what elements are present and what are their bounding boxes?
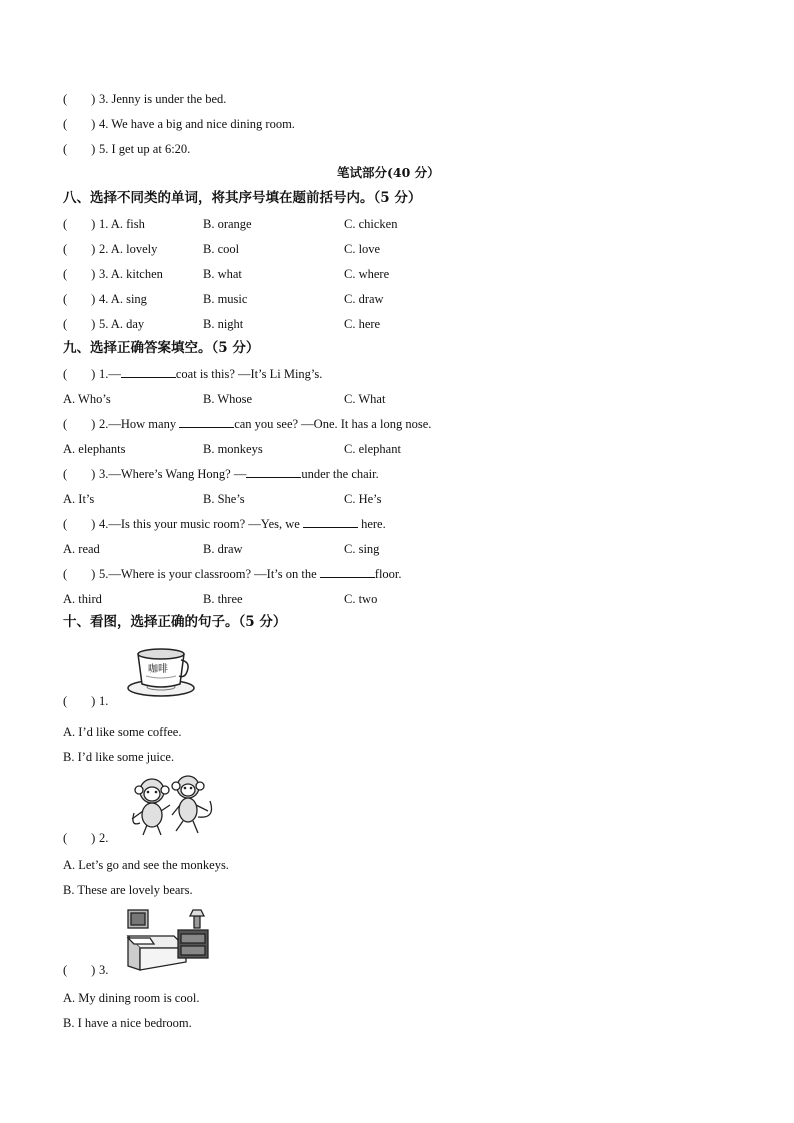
option-a: A. It’s: [63, 492, 95, 506]
option-c: C. here: [344, 317, 381, 331]
answer-paren[interactable]: ( ): [63, 292, 96, 306]
odd-one-out-row: [63, 216, 145, 232]
question-row: [63, 116, 295, 132]
option-a: A. third: [63, 592, 102, 606]
option-c: C. draw: [344, 292, 384, 306]
option-b: B. draw: [203, 542, 243, 556]
question-stem: 4.—Is this your music room? —Yes, we: [99, 517, 303, 531]
question-tail: floor.: [374, 567, 402, 581]
option-b: B. music: [203, 292, 248, 306]
bedroom-picture: [126, 908, 212, 972]
option-a: A. elephants: [63, 442, 126, 456]
option-b: B. orange: [203, 217, 252, 231]
option-b: B. I have a nice bedroom.: [63, 1016, 192, 1030]
fill-blank-question: [63, 466, 379, 482]
odd-one-out-row: [63, 316, 144, 332]
question-stem: 3.—Where’s Wang Hong? —: [99, 467, 247, 481]
option-a: A. Who’s: [63, 392, 111, 406]
option-a: sing: [126, 292, 147, 306]
answer-blank[interactable]: [121, 366, 176, 378]
answer-paren[interactable]: ( ): [63, 417, 96, 431]
question-tail: under the chair.: [301, 467, 379, 481]
option-b: B. cool: [203, 242, 240, 256]
picture-question-row: ( ) 2.: [63, 831, 109, 845]
answer-blank[interactable]: [179, 416, 234, 428]
answer-paren[interactable]: ( ): [63, 831, 96, 845]
question-row: [63, 91, 226, 107]
odd-one-out-row: [63, 241, 157, 257]
answer-paren[interactable]: ( ): [63, 117, 96, 131]
option-c: C. He’s: [344, 492, 382, 506]
option-b: B. These are lovely bears.: [63, 883, 193, 897]
answer-paren[interactable]: ( ): [63, 242, 96, 256]
answer-paren[interactable]: ( ): [63, 963, 96, 977]
coffee-label: 咖啡: [148, 664, 168, 675]
item-number: 1. A.: [99, 217, 123, 231]
section-10-heading: 十、看图，选择正确的句子。（5 分）: [63, 614, 287, 630]
question-stem: 5.—Where is your classroom? —It’s on the: [99, 567, 320, 581]
item-number: 2. A.: [99, 242, 123, 256]
option-a: day: [126, 317, 145, 331]
item-number: 5. A.: [99, 317, 123, 331]
option-c: C. What: [344, 392, 386, 406]
option-b: B. what: [203, 267, 242, 281]
answer-paren[interactable]: ( ): [63, 217, 96, 231]
option-c: C. elephant: [344, 442, 401, 456]
question-text: 3. Jenny is under the bed.: [99, 92, 227, 106]
option-c: C. sing: [344, 542, 380, 556]
option-a: A. read: [63, 542, 100, 556]
picture-question-row: ( ) 3.: [63, 963, 109, 977]
option-c: C. love: [344, 242, 381, 256]
question-text: 5. I get up at 6:20.: [99, 142, 191, 156]
option-c: C. chicken: [344, 217, 398, 231]
answer-blank[interactable]: [320, 566, 375, 578]
coffee-cup-picture: [126, 646, 196, 698]
option-a: fish: [126, 217, 145, 231]
answer-paren[interactable]: ( ): [63, 467, 96, 481]
fill-blank-question: [63, 416, 431, 432]
option-a: lovely: [126, 242, 158, 256]
option-c: C. two: [344, 592, 378, 606]
answer-paren[interactable]: ( ): [63, 317, 96, 331]
option-a: A. My dining room is cool.: [63, 991, 200, 1005]
question-tail: can you see? —One. It has a long nose.: [234, 417, 432, 431]
question-stem: 1.—: [99, 367, 121, 381]
odd-one-out-row: [63, 266, 163, 282]
section-9-heading: 九、选择正确答案填空。（5 分）: [63, 340, 260, 356]
section-8-heading: 八、选择不同类的单词，将其序号填在题前括号内。（5 分）: [63, 190, 422, 206]
answer-blank[interactable]: [303, 516, 358, 528]
answer-paren[interactable]: ( ): [63, 92, 96, 106]
fill-blank-question: [63, 366, 322, 382]
answer-paren[interactable]: ( ): [63, 517, 96, 531]
option-a: kitchen: [126, 267, 163, 281]
option-b: B. night: [203, 317, 244, 331]
answer-blank[interactable]: [246, 466, 301, 478]
fill-blank-question: [63, 516, 386, 532]
answer-paren[interactable]: ( ): [63, 694, 96, 708]
answer-paren[interactable]: ( ): [63, 367, 96, 381]
monkeys-picture: [126, 775, 218, 837]
fill-blank-question: [63, 566, 402, 582]
option-c: C. where: [344, 267, 390, 281]
odd-one-out-row: [63, 291, 147, 307]
question-row: [63, 141, 190, 157]
option-b: B. monkeys: [203, 442, 263, 456]
item-number: 3. A.: [99, 267, 123, 281]
answer-paren[interactable]: ( ): [63, 142, 96, 156]
option-a: A. I’d like some coffee.: [63, 725, 182, 739]
item-number: 4. A.: [99, 292, 123, 306]
option-b: B. Whose: [203, 392, 253, 406]
question-text: 4. We have a big and nice dining room.: [99, 117, 295, 131]
question-tail: coat is this? —It’s Li Ming’s.: [175, 367, 323, 381]
answer-paren[interactable]: ( ): [63, 567, 96, 581]
option-b: B. three: [203, 592, 243, 606]
option-a: A. Let’s go and see the monkeys.: [63, 858, 229, 872]
question-stem: 2.—How many: [99, 417, 180, 431]
option-b: B. She’s: [203, 492, 245, 506]
question-tail: here.: [357, 517, 386, 531]
written-part-title: 笔试部分(40 分）: [337, 165, 440, 180]
answer-paren[interactable]: ( ): [63, 267, 96, 281]
option-b: B. I’d like some juice.: [63, 750, 175, 764]
picture-question-row: ( ) 1.: [63, 694, 109, 708]
